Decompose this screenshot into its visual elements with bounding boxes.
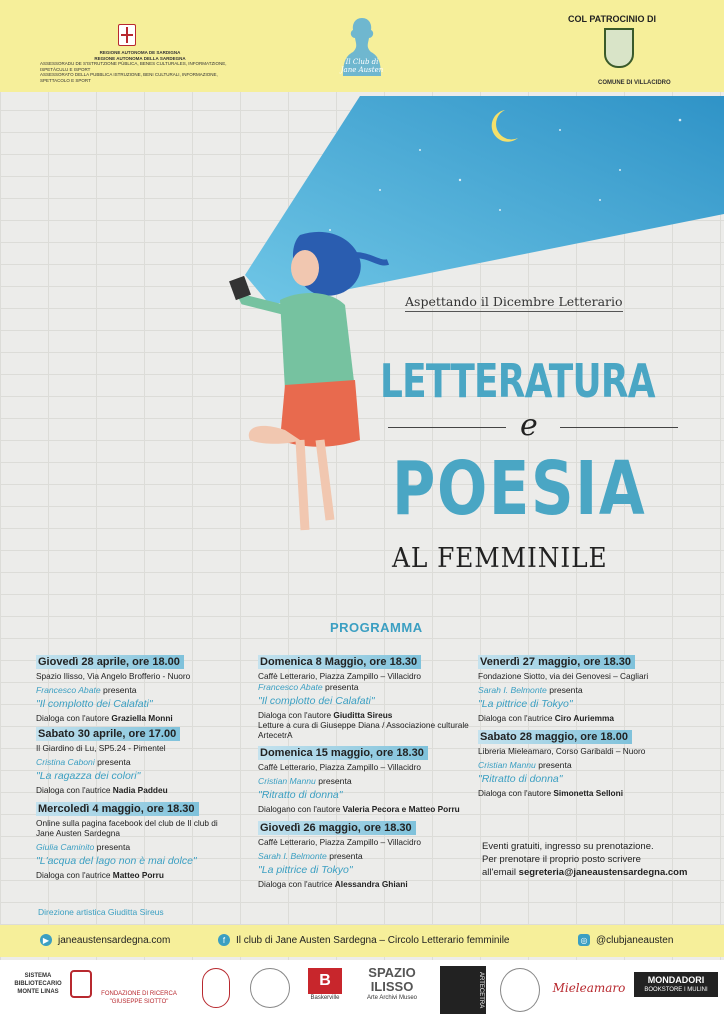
- event-moderator: Alessandra Ghiani: [334, 879, 408, 889]
- baskerville-logo-icon: B: [308, 968, 342, 994]
- event-author: Sarah I. Belmonte: [478, 685, 547, 695]
- event-author: Sarah I. Belmonte: [258, 851, 327, 861]
- event-4: Domenica 8 Maggio, ore 18.30 Caffè Letterario, Piazza Zampillo – Villacidro Francesco Abate presenta "Il complotto dei Calafati" Dialoga con l'autore Giuditta Sireus Letture a cura di Giuseppe Diana / Associazione culturale ArtecetrA: [258, 652, 488, 740]
- event-book: "Il complotto dei Calafati": [36, 698, 153, 710]
- event-place: Caffè Letterario, Piazza Zampillo – Villacidro: [258, 671, 421, 681]
- event-date: Domenica 15 maggio, ore 18.30: [258, 746, 428, 760]
- sponsor-spazio: SPAZIO ILISSO Arte Archivi Museo: [366, 965, 418, 1001]
- event-book: "Il complotto dei Calafati": [258, 695, 375, 707]
- event-book: "La pittrice di Tokyo": [258, 864, 353, 876]
- event-moderator: Ciro Auriemma: [554, 713, 614, 723]
- patrocinio-title: COL PATROCINIO DI: [568, 14, 657, 24]
- siotto-crest-icon: [70, 970, 92, 998]
- region-text: REGIONE AUTONOMA DE SARDIGNA REGIONE AUTONOMA DELLA SARDEGNA ASSESSORADU DE S'ISTRUTZIONE PÙBLICA, BENES CULTURALES, INFORMATZIONE, ISPETÀCULU E ISPORT ASSESSORATO DELLA PUBBLICA ISTRUZIONE, BENI CULTURALI, INFORMAZIONE, SPETTACOLO E SPORT: [40, 50, 227, 83]
- event-moderator: Simonetta Selloni: [553, 788, 624, 798]
- event-6: Giovedì 26 maggio, ore 18.30 Caffè Letterario, Piazza Zampillo – Villacidro Sarah I. Belmonte presenta "La pittrice di Tokyo" Dialoga con l'autrice Alessandra Ghiani: [258, 818, 488, 889]
- event-date: Giovedì 26 maggio, ore 18.30: [258, 821, 416, 835]
- sponsor-baskerville: B Baskerville: [308, 968, 342, 1002]
- event-book: "L'acqua del lago non è mai dolce": [36, 855, 197, 867]
- event-book: "Ritratto di donna": [478, 773, 563, 785]
- sponsor-circle-logo-icon: [500, 968, 540, 1012]
- event-7: Venerdì 27 maggio, ore 18.30 Fondazione Siotto, via dei Genovesi – Cagliari Sarah I. Belmonte presenta "La pittrice di Tokyo" Dialoga con l'autrice Ciro Auriemma: [478, 652, 708, 723]
- event-author: Francesco Abate: [36, 685, 101, 695]
- event-8: Sabato 28 maggio, ore 18.00 Libreria Mieleamaro, Corso Garibaldi – Nuoro Cristian Mannu presenta "Ritratto di donna" Dialoga con l'autore Simonetta Selloni: [478, 727, 708, 798]
- title-al-femminile: AL FEMMINILE: [392, 543, 608, 574]
- event-place: Caffè Letterario, Piazza Zampillo – Villacidro: [258, 762, 421, 772]
- svg-text:Il Club di: Il Club di: [345, 58, 379, 66]
- facebook-link[interactable]: f Il club di Jane Austen Sardegna – Circolo Letterario femminile: [218, 934, 509, 946]
- event-author: Cristina Caboni: [36, 757, 95, 767]
- instagram-link[interactable]: ◎ @clubjaneausten: [578, 934, 673, 946]
- event-5: Domenica 15 maggio, ore 18.30 Caffè Letterario, Piazza Zampillo – Villacidro Cristian Mannu presenta "Ritratto di donna" Dialogano con l'autore Valeria Pecora e Matteo Porru: [258, 743, 488, 814]
- programma-heading: PROGRAMMA: [330, 620, 423, 635]
- instagram-icon: ◎: [578, 934, 590, 946]
- event-place: Il Giardino di Lu, SP5.24 - Pimentel: [36, 743, 166, 753]
- direzione-artistica: Direzione artistica Giuditta Sireus: [38, 907, 164, 917]
- event-author: Giulia Caminito: [36, 842, 95, 852]
- svg-text:Jane Austen: Jane Austen: [340, 66, 384, 74]
- event-place: Caffè Letterario, Piazza Zampillo – Villacidro: [258, 837, 421, 847]
- event-place: Libreria Mieleamaro, Corso Garibaldi – Nuoro: [478, 746, 646, 756]
- booking-email-link[interactable]: segreteria@janeaustensardegna.com: [518, 867, 688, 878]
- event-book: "Ritratto di donna": [258, 789, 343, 801]
- event-book: "La pittrice di Tokyo": [478, 698, 573, 710]
- facebook-icon: f: [218, 934, 230, 946]
- title-divider-left: [388, 427, 506, 428]
- aspettando-subtitle: Aspettando il Dicembre Letterario: [405, 294, 623, 312]
- event-date: Sabato 28 maggio, ore 18.00: [478, 730, 632, 744]
- website-link[interactable]: ▶ janeaustensardegna.com: [40, 934, 170, 946]
- event-place: Spazio Ilisso, Via Angelo Brofferio - Nuoro: [36, 671, 191, 681]
- event-1: Giovedì 28 aprile, ore 18.00 Spazio Ilisso, Via Angelo Brofferio - Nuoro Francesco Abate presenta "Il complotto dei Calafati" Dialoga con l'autore Graziella Monni: [36, 652, 266, 723]
- event-moderator: Matteo Porru: [112, 870, 164, 880]
- sponsor-sistema: SISTEMA BIBLIOTECARIO MONTE LINAS: [14, 973, 62, 995]
- event-3: Mercoledì 4 maggio, ore 18.30 Online sulla pagina facebook del club de Il club di Jane Austen Sardegna Giulia Caminito presenta "L'acqua del lago non è mai dolce" Dialoga con l'autrice Matteo Porru: [36, 799, 236, 880]
- title-e: e: [520, 408, 538, 443]
- title-letteratura: LETTERATURA: [380, 354, 655, 408]
- event-date: Sabato 30 aprile, ore 17.00: [36, 727, 180, 741]
- event-moderator: Nadia Paddeu: [112, 785, 168, 795]
- title-divider-right: [560, 427, 678, 428]
- event-date: Venerdì 27 maggio, ore 18.30: [478, 655, 635, 669]
- event-author: Cristian Mannu: [478, 760, 536, 770]
- event-date: Domenica 8 Maggio, ore 18.30: [258, 655, 421, 669]
- event-author: Cristian Mannu: [258, 776, 316, 786]
- sponsor-fondazione: FONDAZIONE DI RICERCA "GIUSEPPE SIOTTO": [101, 991, 177, 1005]
- event-2: Sabato 30 aprile, ore 17.00 Il Giardino di Lu, SP5.24 - Pimentel Cristina Caboni presenta "La ragazza dei colori" Dialoga con l'autrice Nadia Paddeu: [36, 724, 266, 795]
- sponsor-mieleamaro: Mieleamaro: [552, 981, 626, 995]
- sponsor-round-logo-icon: [250, 968, 290, 1008]
- villacidro-label: COMUNE DI VILLACIDRO: [598, 80, 671, 86]
- event-book: "La ragazza dei colori": [36, 770, 141, 782]
- event-author: Francesco Abate: [258, 682, 323, 692]
- event-date: Giovedì 28 aprile, ore 18.00: [36, 655, 184, 669]
- event-moderator: Graziella Monni: [111, 713, 173, 723]
- event-moderator: Giuditta Sireus: [333, 710, 393, 720]
- event-date: Mercoledì 4 maggio, ore 18.30: [36, 802, 199, 816]
- event-moderator: Valeria Pecora e Matteo Porru: [342, 804, 460, 814]
- booking-info: Eventi gratuiti, ingresso su prenotazione. Per prenotare il proprio posto scrivere all'email segreteria@janeaustensardegna.com: [482, 841, 688, 878]
- event-extra: Letture a cura di Giuseppe Diana / Associazione culturale ArtecetrA: [258, 720, 469, 740]
- play-icon: ▶: [40, 934, 52, 946]
- title-poesia: POESIA: [392, 446, 647, 532]
- sponsor-emblem-icon: [202, 968, 230, 1008]
- event-place: Fondazione Siotto, via dei Genovesi – Cagliari: [478, 671, 649, 681]
- sponsor-artecetra: ARTECETRA: [440, 966, 486, 1014]
- event-place: Online sulla pagina facebook del club de Il club di Jane Austen Sardegna: [36, 818, 218, 838]
- sponsor-mondadori: MONDADORI BOOKSTORE I MULINI: [634, 972, 718, 997]
